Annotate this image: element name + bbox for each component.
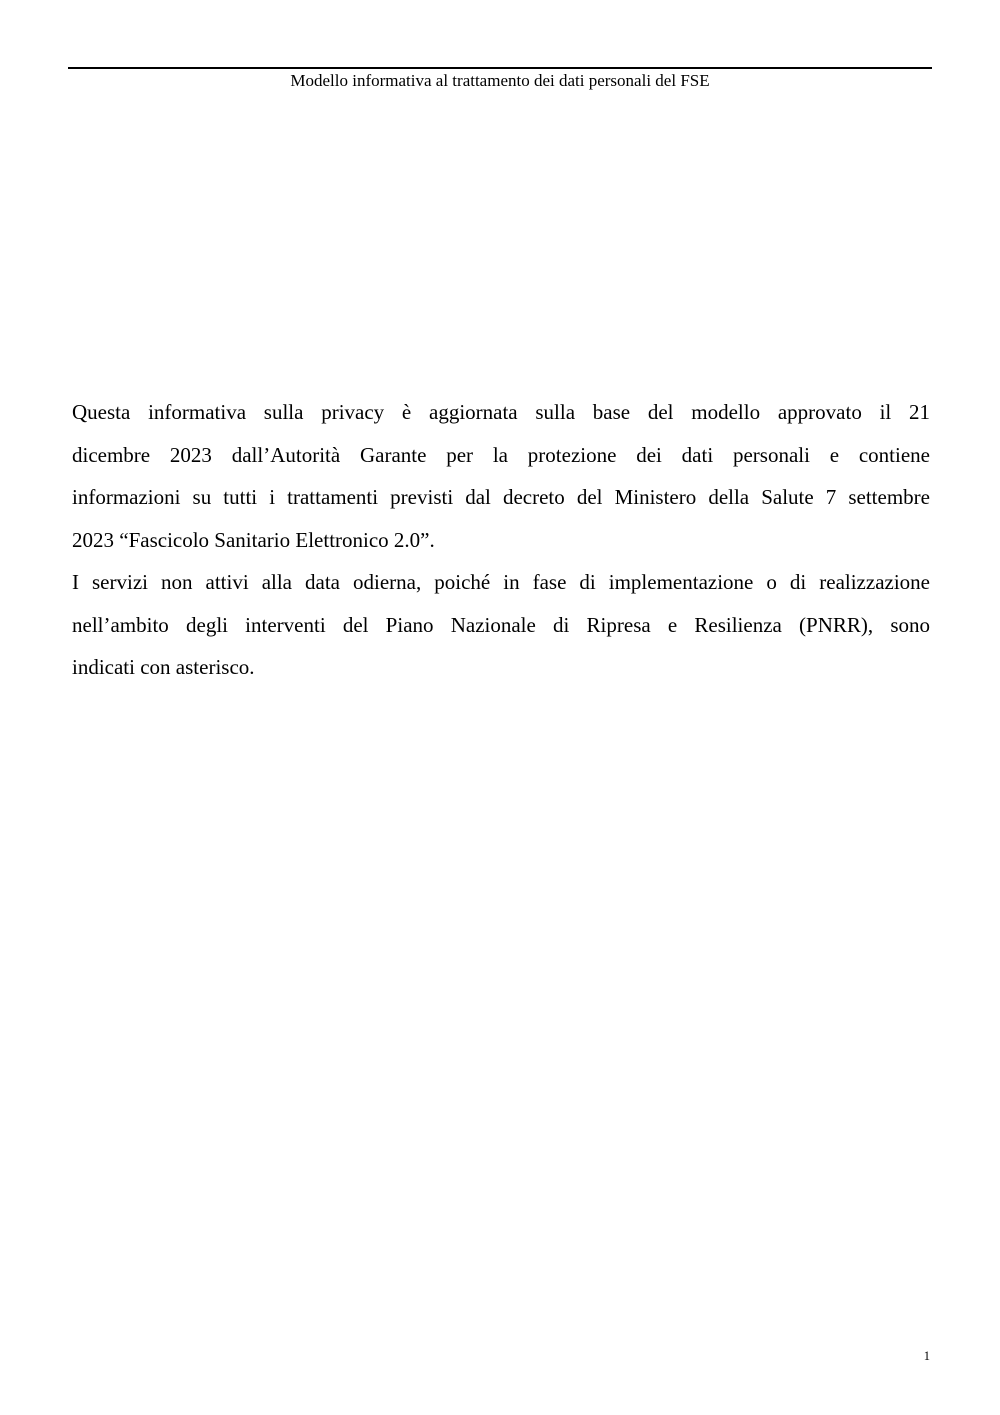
document-body	[72, 391, 930, 689]
body-text-line: Questa informativa sulla privacy è aggiornata sulla base del modello approvato il 21	[72, 400, 930, 424]
body-text-line: informazioni su tutti i trattamenti previsti dal decreto del Ministero della Salute 7 settembre	[72, 485, 930, 509]
paragraph	[72, 561, 930, 689]
body-text-line: I servizi non attivi alla data odierna, poiché in fase di implementazione o di realizzazione	[72, 570, 930, 594]
body-text-line: nell’ambito degli interventi del Piano Nazionale di Ripresa e Resilienza (PNRR), sono	[72, 612, 930, 637]
body-text-line: dicembre 2023 dall’Autorità Garante per la protezione dei dati personali e contiene	[72, 442, 930, 467]
body-text-line: 2023 “Fascicolo Sanitario Elettronico 2.0”.	[72, 527, 435, 552]
page-number: 1	[923, 1349, 930, 1363]
header-divider	[68, 67, 932, 69]
paragraph	[72, 391, 930, 561]
page-header-title: Modello informativa al trattamento dei dati personali del FSE	[290, 71, 710, 90]
body-text-line: indicati con asterisco.	[72, 655, 255, 679]
